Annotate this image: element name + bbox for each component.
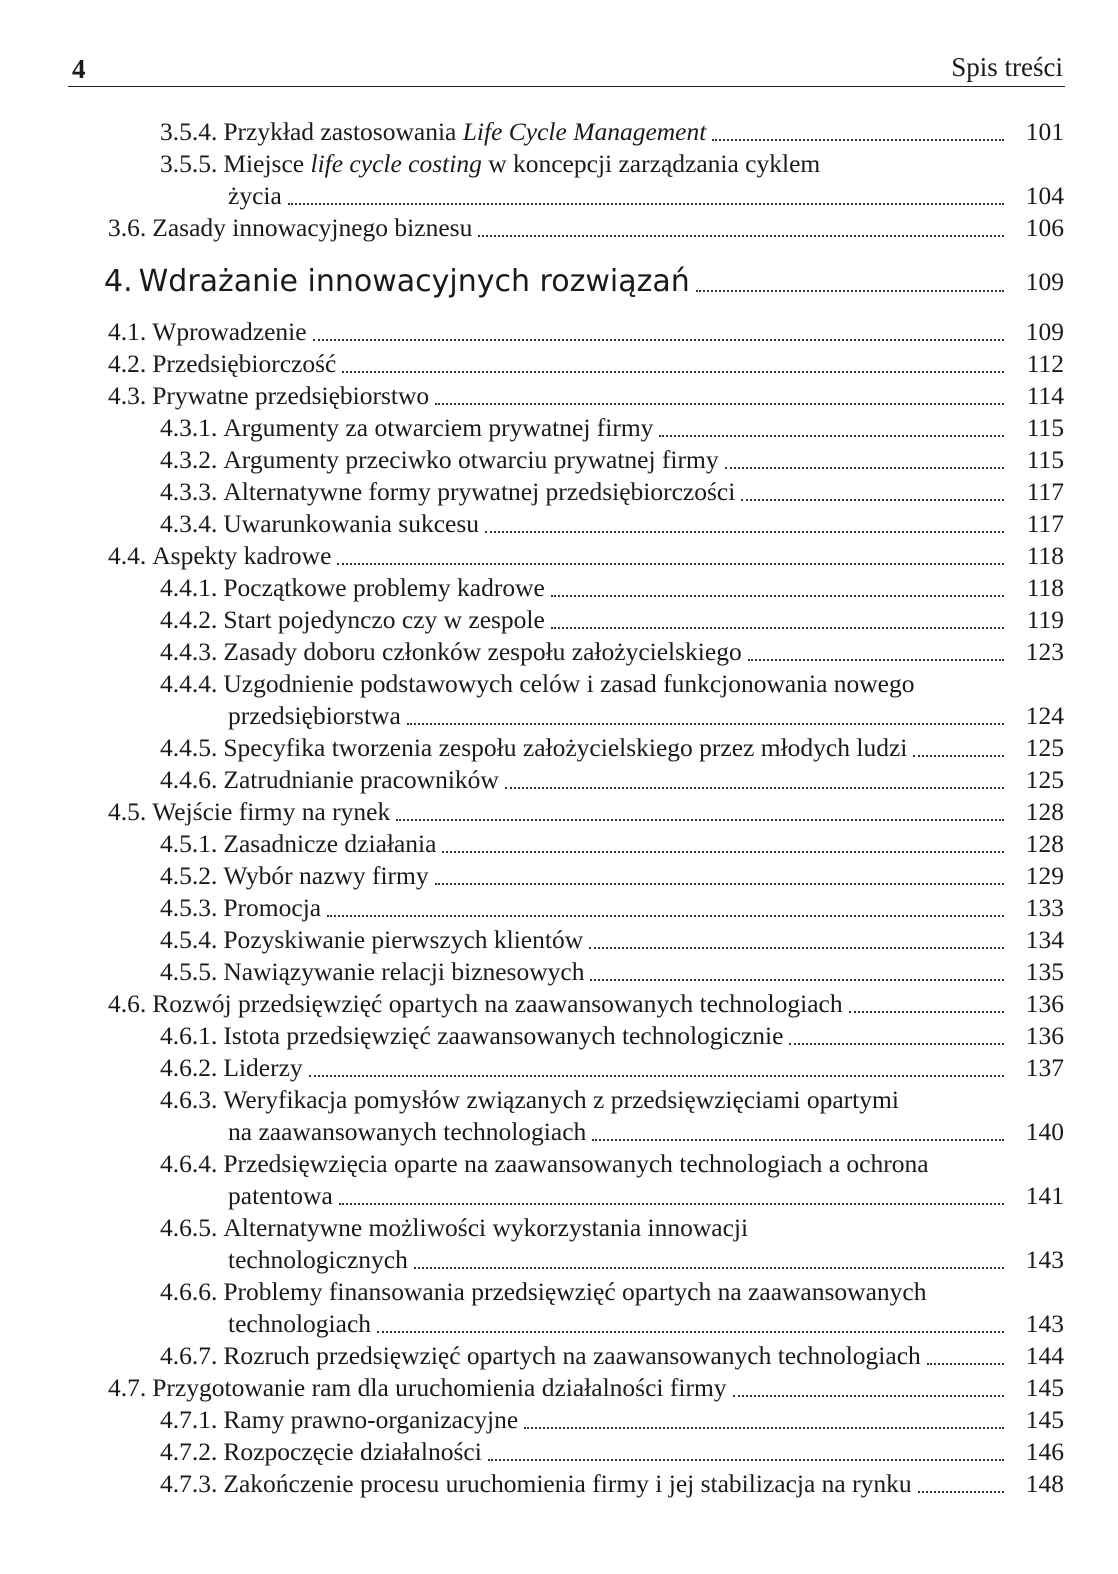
toc-entry [108,540,1064,572]
toc-entry-title-text: Liderzy [223,1053,303,1082]
toc-entry-title-text: Miejsce [223,149,311,178]
toc-dot-leader [659,435,1004,437]
toc-entry [228,1116,1064,1148]
toc-entry-title [223,508,479,540]
toc-dot-leader [442,851,1004,853]
toc-entry-title-text: Wdrażanie innowacyjnych rozwiązań [138,264,690,299]
toc-dot-leader [524,1427,1004,1429]
toc-entry-title [223,828,436,860]
toc-dot-leader [313,339,1004,341]
toc-entry-number: 4.5. [108,797,147,826]
toc-entry-title [223,956,584,988]
toc-entry-title-text: Przygotowanie ram dla uruchomienia działalności firmy [152,1373,727,1402]
toc-dot-leader [342,371,1004,373]
toc-entry [160,956,1064,988]
toc-entry-title-text: Uwarunkowania sukcesu [223,509,480,538]
toc-entry-title [139,262,690,302]
toc-entry-number: 4.5.4. [160,925,218,954]
toc-entry-title [223,732,907,764]
toc-dot-leader [414,1267,1004,1269]
toc-entry [160,1468,1064,1500]
toc-entry-title-text: Argumenty za otwarciem prywatnej firmy [223,413,654,442]
toc-entry [108,988,1064,1020]
toc-entry-number: 4.5.5. [160,957,218,986]
toc-entry-title [223,1212,748,1244]
toc-entry-number: 4. [104,264,133,299]
toc-entry-page: 109 [1025,317,1064,346]
toc-dot-leader [339,1203,1004,1205]
toc-dot-leader [505,787,1004,789]
toc-dot-leader [748,659,1004,661]
toc-entry-title [152,796,390,828]
toc-entry-page: 101 [1025,117,1064,146]
toc-entry-number: 4.7.1. [160,1405,218,1434]
toc-entry-page: 143 [1025,1245,1064,1274]
toc-entry-page: 148 [1025,1469,1064,1498]
toc-entry-page: 145 [1025,1373,1064,1402]
toc-entry-title-text: Argumenty przeciwko otwarciu prywatnej firmy [223,445,719,474]
toc-dot-leader [725,467,1004,469]
toc-entry-number: 4.4.6. [160,765,218,794]
toc-dot-leader [435,883,1004,885]
toc-entry [160,572,1064,604]
toc-entry-title-text: Prywatne przedsiębiorstwo [152,381,430,410]
toc-entry-title-text: Zakończenie procesu uruchomienia firmy i jej stabilizacja na rynku [223,1469,912,1498]
toc-dot-leader [849,1011,1004,1013]
toc-entry-page: 115 [1026,413,1064,442]
toc-entry-page: 118 [1026,541,1064,570]
toc-entry-page: 125 [1025,733,1064,762]
toc-entry-number: 4.6.1. [160,1021,218,1050]
toc-entry-page: 136 [1025,989,1064,1018]
toc-entry-number: 4.3. [108,381,147,410]
toc-entry [160,668,1064,700]
toc-entry-page: 114 [1026,381,1064,410]
toc-entry-title [152,380,429,412]
toc-dot-leader [435,403,1004,405]
toc-entry [108,316,1064,348]
toc-chapter-entry [104,262,1064,302]
toc-entry-number: 4.7.3. [160,1469,218,1498]
toc-dot-leader [377,1331,1004,1333]
toc-entry-title-text: Problemy finansowania przedsięwzięć opartych na zaawansowanych [223,1277,927,1306]
toc-entry [228,1180,1064,1212]
toc-entry [160,636,1064,668]
running-head: Spis treści [951,52,1063,82]
toc-entry-title [223,764,498,796]
toc-entry [160,1340,1064,1372]
toc-entry-number: 4.6.5. [160,1213,218,1242]
toc-entry [160,476,1064,508]
toc-dot-leader [478,235,1004,237]
toc-entry-title-italic: life cycle costing [310,149,482,178]
toc-entry-title-text: na zaawansowanych technologiach [228,1117,587,1146]
toc-entry [160,1436,1064,1468]
toc-dot-leader [789,1043,1004,1045]
toc-entry-number: 4.6.2. [160,1053,218,1082]
toc-entry-title [223,476,735,508]
toc-entry [160,116,1064,148]
toc-entry-number: 4.2. [108,349,147,378]
toc-entry-number: 4.4.4. [160,669,218,698]
toc-dot-leader [488,1459,1004,1461]
toc-dot-leader [918,1491,1004,1493]
toc-entry [160,444,1064,476]
toc-entry-title-text: Początkowe problemy kadrowe [223,573,545,602]
toc-entry-title [228,1180,333,1212]
toc-dot-leader [288,203,1004,205]
toc-dot-leader [589,947,1004,949]
toc-entry-page: 145 [1025,1405,1064,1434]
page-number: 4 [72,54,86,84]
toc-entry-title [223,148,820,180]
toc-entry-number: 4.4.2. [160,605,218,634]
toc-entry-number: 4.4.5. [160,733,218,762]
toc-entry-title [223,636,741,668]
toc-entry-title-text: Rozpoczęcie działalności [223,1437,482,1466]
toc-entry-title [223,1052,302,1084]
toc-entry-title [223,572,544,604]
toc-entry-title [223,892,321,924]
toc-entry-title-text: technologiach [228,1309,372,1338]
toc-entry-title-text: życia [228,181,282,210]
toc-entry-page: 133 [1025,893,1064,922]
toc-entry-title-text: Ramy prawno-organizacyjne [223,1405,519,1434]
toc-entry-number: 4.5.2. [160,861,218,890]
toc-entry-title [228,1308,371,1340]
toc-entry [160,892,1064,924]
toc-entry-number: 4.3.4. [160,509,218,538]
toc-entry-page: 128 [1025,829,1064,858]
toc-entry-number: 4.5.3. [160,893,218,922]
toc-entry-number: 3.6. [108,213,147,242]
toc-entry-number: 4.3.2. [160,445,218,474]
toc-entry-title-text: Specyfika tworzenia zespołu założycielskiego przez młodych ludzi [223,733,908,762]
toc-entry [160,604,1064,636]
toc-dot-leader [590,979,1004,981]
toc-entry-page: 136 [1025,1021,1064,1050]
toc-dot-leader [309,1075,1004,1077]
toc-entry-title-text: Zasadnicze działania [223,829,437,858]
toc-entry-page: 128 [1025,797,1064,826]
toc-entry-title [223,1436,481,1468]
toc-entry-page: 109 [1025,267,1064,296]
toc-entry-title [152,212,472,244]
toc-entry [228,1244,1064,1276]
toc-entry-title [223,1340,920,1372]
toc-entry-title-text: Przedsiębiorczość [152,349,337,378]
toc-entry-title-text: Zatrudnianie pracowników [223,765,499,794]
toc-entry-page: 135 [1025,957,1064,986]
toc-entry [108,348,1064,380]
toc-entry-title-text: Weryfikacja pomysłów związanych z przedsięwzięciami opartymi [223,1085,899,1114]
toc-entry [160,148,1064,180]
toc-entry-page: 140 [1025,1117,1064,1146]
toc-entry-title-text: Zasady doboru członków zespołu założycielskiego [223,637,742,666]
toc-entry [108,796,1064,828]
toc-entry-title [228,700,401,732]
toc-entry-number: 4.6. [108,989,147,1018]
toc-dot-leader [913,755,1004,757]
toc-entry-title [223,668,914,700]
toc-dot-leader [327,915,1004,917]
toc-entry-title [223,1084,899,1116]
toc-entry-number: 4.6.7. [160,1341,218,1370]
toc-entry-page: 144 [1025,1341,1064,1370]
toc-entry-number: 4.4.3. [160,637,218,666]
toc-entry-title [223,412,653,444]
toc-entry-page: 143 [1025,1309,1064,1338]
toc-entry-title [223,604,544,636]
toc-entry [160,1404,1064,1436]
toc-entry-page: 117 [1026,477,1064,506]
toc-entry-title-text: patentowa [228,1181,333,1210]
toc-entry [108,380,1064,412]
toc-entry-title-text: Wejście firmy na rynek [152,797,391,826]
toc-entry-page: 119 [1026,605,1064,634]
toc-entry-page: 115 [1026,445,1064,474]
toc-entry-number: 4.1. [108,317,147,346]
toc-dot-leader [927,1363,1004,1365]
toc-entry-title-italic: Life Cycle Management [462,117,707,146]
toc-entry-page: 106 [1025,213,1064,242]
toc-entry-title-text: Zasady innowacyjnego biznesu [152,213,473,242]
toc-entry [160,1276,1064,1308]
toc-entry-page: 112 [1026,349,1064,378]
toc-dot-leader [337,563,1004,565]
toc-entry [160,860,1064,892]
toc-entry-title [223,924,583,956]
toc-entry-number: 4.5.1. [160,829,218,858]
toc-entry-number: 4.6.6. [160,1277,218,1306]
toc-entry-page: 104 [1025,181,1064,210]
toc-entry-number: 4.3.1. [160,413,218,442]
toc-entry-title-text: Wybór nazwy firmy [223,861,429,890]
toc-entry-title-text: Start pojedynczo czy w zespole [223,605,545,634]
toc-entry-title [223,860,428,892]
toc-entry [160,828,1064,860]
toc-dot-leader [485,531,1004,533]
toc-entry-title [228,180,282,212]
toc-entry [160,1212,1064,1244]
toc-entry-page: 146 [1025,1437,1064,1466]
toc-entry-title [152,988,842,1020]
toc-entry-title [223,1468,911,1500]
toc-entry-page: 141 [1025,1181,1064,1210]
toc-entry-title [223,116,706,148]
toc-dot-leader [551,627,1004,629]
toc-entry-page: 137 [1025,1053,1064,1082]
toc-entry-number: 4.3.3. [160,477,218,506]
toc-entry-page: 118 [1026,573,1064,602]
toc-entry-number: 3.5.4. [160,117,218,146]
toc-dot-leader [551,595,1004,597]
toc-entry [160,924,1064,956]
toc-entry [160,1084,1064,1116]
toc-entry-title [223,444,718,476]
toc-entry [160,508,1064,540]
toc-entry-number: 3.5.5. [160,149,218,178]
toc-entry-title-text: Rozruch przedsięwzięć opartych na zaawansowanych technologiach [223,1341,921,1370]
toc-entry-title [152,540,331,572]
toc-entry-page: 129 [1025,861,1064,890]
toc-entry-number: 4.7. [108,1373,147,1402]
toc-entry-title [152,316,306,348]
toc-entry-title-text: Nawiązywanie relacji biznesowych [223,957,585,986]
toc-entry-page: 117 [1026,509,1064,538]
toc-entry-number: 4.4. [108,541,147,570]
toc-dot-leader [733,1395,1004,1397]
toc-entry [228,700,1064,732]
toc-dot-leader [407,723,1004,725]
toc-entry-title-text: Alternatywne formy prywatnej przedsiębiorczości [223,477,736,506]
toc-entry-title-text: przedsiębiorstwa [228,701,401,730]
toc-entry-number: 4.4.1. [160,573,218,602]
toc-entry [160,732,1064,764]
toc-entry-title [152,348,336,380]
toc-entry-title-text: Przedsięwzięcia oparte na zaawansowanych technologiach a ochrona [223,1149,929,1178]
toc-entry-title [228,1116,586,1148]
toc-entry-title-text: w koncepcji zarządzania cyklem [481,149,821,178]
toc-entry [160,1052,1064,1084]
toc-entry-title-text: Promocja [223,893,322,922]
toc-entry-title [228,1244,408,1276]
toc-entry-title-text: Aspekty kadrowe [152,541,332,570]
toc-entry-title-text: Uzgodnienie podstawowych celów i zasad funkcjonowania nowego [223,669,915,698]
toc-entry-title-text: Alternatywne możliwości wykorzystania innowacji [223,1213,749,1242]
toc-entry-title-text: Wprowadzenie [152,317,307,346]
toc-entry-title-text: Rozwój przedsięwzięć opartych na zaawansowanych technologiach [152,989,843,1018]
toc-dot-leader [696,290,1004,292]
toc-entry [108,212,1064,244]
toc-entry-title [223,1276,926,1308]
toc-entry [160,1020,1064,1052]
toc-dot-leader [396,819,1004,821]
toc-entry-page: 123 [1025,637,1064,666]
toc-entry-title [223,1404,518,1436]
toc-entry [160,412,1064,444]
toc-entry-number: 4.6.4. [160,1149,218,1178]
toc-entry-title-text: Istota przedsięwzięć zaawansowanych technologicznie [223,1021,784,1050]
toc-entry [228,1308,1064,1340]
toc-entry-page: 134 [1025,925,1064,954]
toc-entry-title-text: technologicznych [228,1245,408,1274]
toc-dot-leader [741,499,1004,501]
toc-entry-title [223,1020,783,1052]
toc-entry-page: 124 [1025,701,1064,730]
toc-entry [108,1372,1064,1404]
toc-entry-page: 125 [1025,765,1064,794]
toc-entry-number: 4.7.2. [160,1437,218,1466]
toc-entry-number: 4.6.3. [160,1085,218,1114]
toc-entry-title-text: Przykład zastosowania [223,117,463,146]
toc-entry-title-text: Pozyskiwanie pierwszych klientów [223,925,584,954]
toc-dot-leader [592,1139,1004,1141]
toc-entry [160,764,1064,796]
toc-entry-title [223,1148,928,1180]
toc-entry [160,1148,1064,1180]
toc-dot-leader [712,139,1004,141]
toc-entry-title [152,1372,726,1404]
toc-entry [228,180,1064,212]
